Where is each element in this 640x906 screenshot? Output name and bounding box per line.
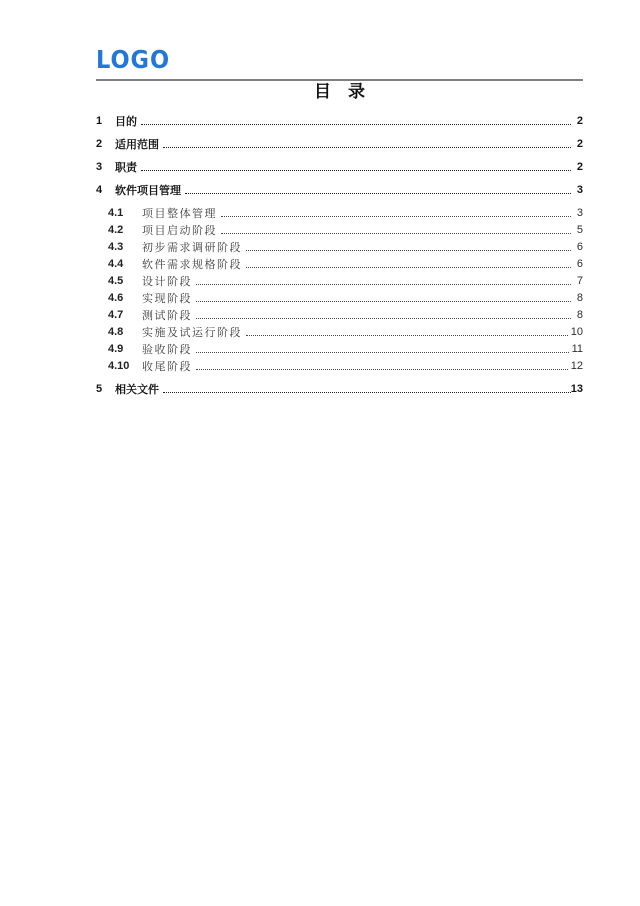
toc-entry[interactable] [96,340,583,357]
dot-leader [196,318,571,319]
toc-entry[interactable] [96,377,583,400]
dot-leader [163,147,571,148]
toc-entry-number: 4.3 [108,240,124,253]
dot-leader [196,369,568,370]
toc-entry-page: 6 [576,257,583,270]
toc-entry-number: 4.10 [108,359,130,372]
toc-entry-page: 2 [576,137,583,150]
dot-leader [163,392,571,393]
toc-entry-number: 4.1 [108,206,124,219]
dot-leader [221,216,571,217]
toc-entry[interactable] [96,178,583,201]
toc-entry-label: 实现阶段 [142,292,192,305]
dot-leader [141,124,571,125]
toc-entry-page: 12 [570,359,583,372]
toc-entry-page: 13 [570,382,583,395]
toc-entry-page: 10 [570,325,583,338]
toc-entry-label: 收尾阶段 [142,360,192,373]
toc-entry[interactable] [96,272,583,289]
toc-entry-label: 职责 [115,161,137,174]
toc-entry[interactable] [96,255,583,272]
toc-entry-page: 2 [576,114,583,127]
toc-entry-number: 4.2 [108,223,124,236]
toc-entry[interactable] [96,155,583,178]
toc-entry-label: 目的 [115,115,137,128]
toc-entry-page: 6 [576,240,583,253]
toc-entry-label: 相关文件 [115,383,159,396]
toc-entry[interactable] [96,323,583,340]
toc-entry-label: 初步需求调研阶段 [142,241,242,254]
toc-entry-page: 8 [576,308,583,321]
toc-entry-number: 4.7 [108,308,124,321]
toc-entry-number: 1 [96,114,103,127]
toc-list [96,109,583,400]
dot-leader [185,193,571,194]
toc-entry-label: 软件需求规格阶段 [142,258,242,271]
toc-entry-page: 7 [576,274,583,287]
dot-leader [246,267,571,268]
dot-leader [141,170,571,171]
toc-entry[interactable] [96,221,583,238]
toc-entry-number: 3 [96,160,103,173]
toc-entry-page: 3 [576,183,583,196]
company-logo: LOGO [96,45,171,74]
toc-entry-number: 4.9 [108,342,124,355]
toc-entry-number: 4.6 [108,291,124,304]
header-rule [96,79,583,81]
toc-entry-number: 2 [96,137,103,150]
dot-leader [246,335,568,336]
dot-leader [246,250,571,251]
toc-entry-number: 4.5 [108,274,124,287]
toc-entry-page: 5 [576,223,583,236]
toc-entry-number: 4 [96,183,103,196]
toc-entry-label: 设计阶段 [142,275,192,288]
toc-entry[interactable] [96,204,583,221]
toc-entry-label: 适用范围 [115,138,159,151]
dot-leader [221,233,571,234]
toc-entry-number: 4.8 [108,325,124,338]
toc-entry-label: 项目整体管理 [142,207,217,220]
toc-entry[interactable] [96,289,583,306]
toc-entry-label: 验收阶段 [142,343,192,356]
toc-entry-page: 11 [571,342,583,355]
toc-entry-page: 3 [576,206,583,219]
toc-entry[interactable] [96,238,583,255]
toc-entry-number: 4.4 [108,257,124,270]
toc-entry[interactable] [96,306,583,323]
toc-entry[interactable] [96,132,583,155]
toc-entry-page: 8 [576,291,583,304]
toc-entry-page: 2 [576,160,583,173]
toc-entry-label: 项目启动阶段 [142,224,217,237]
dot-leader [196,352,569,353]
toc-entry-label: 测试阶段 [142,309,192,322]
toc-entry-number: 5 [96,382,103,395]
toc-entry-label: 实施及试运行阶段 [142,326,242,339]
dot-leader [196,284,571,285]
toc-entry[interactable] [96,109,583,132]
toc-entry[interactable] [96,357,583,374]
toc-title: 目 录 [314,82,365,101]
toc-entry-label: 软件项目管理 [115,184,181,197]
dot-leader [196,301,571,302]
